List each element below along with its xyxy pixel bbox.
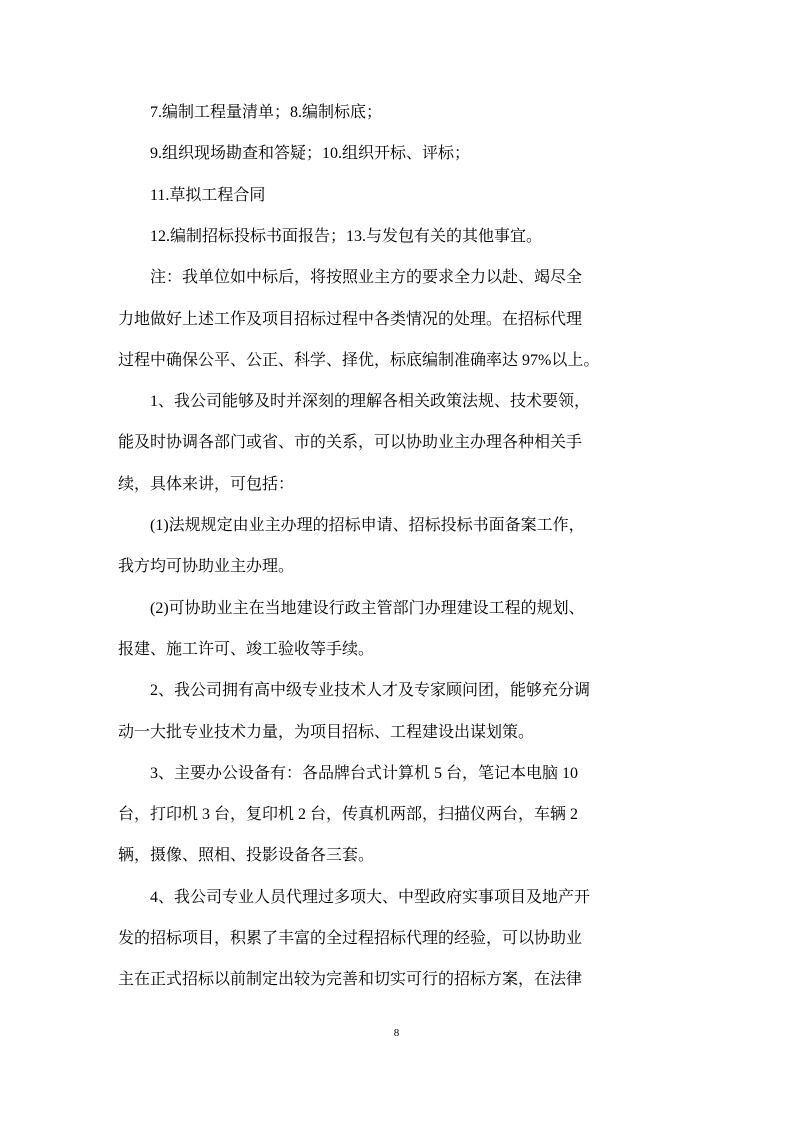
text-line: 主在正式招标以前制定出较为完善和切实可行的招标方案，在法律 — [118, 971, 583, 989]
text-line: 12.编制招标投标书面报告；13.与发包有关的其他事宜。 — [150, 227, 543, 245]
page-number: 8 — [393, 1027, 400, 1039]
text-line: (1)法规规定由业主办理的招标申请、招标投标书面备案工作， — [150, 517, 585, 534]
text-line: 续，具体来讲，可包括： — [118, 475, 295, 493]
text-line: 7.编制工程量清单；8.编制标底； — [150, 104, 383, 121]
text-line: 4、我公司专业人员代理过多项大、中型政府实事项目及地产开 — [150, 888, 591, 906]
text-line: 3、主要办公设备有：各品牌台式计算机 5 台，笔记本电脑 10 — [150, 764, 579, 782]
text-line: (2)可协助业主在当地建设行政主管部门办理建设工程的规划、 — [150, 599, 585, 617]
text-line: 力地做好上述工作及项目招标过程中各类情况的处理。在招标代理 — [118, 310, 583, 328]
text-line: 能及时协调各部门或省、市的关系，可以协助业主办理各种相关手 — [118, 434, 583, 452]
text-line: 我方均可协助业主办理。 — [118, 558, 295, 576]
text-line: 注：我单位如中标后，将按照业主方的要求全力以赴、竭尽全 — [150, 269, 583, 287]
text-line: 动一大批专业技术力量，为项目招标、工程建设出谋划策。 — [118, 723, 535, 741]
text-line: 报建、施工许可、竣工验收等手续。 — [118, 640, 375, 658]
text-line: 11.草拟工程合同 — [150, 186, 266, 204]
text-line: 发的招标项目，积累了丰富的全过程招标代理的经验，可以协助业 — [118, 930, 583, 947]
text-line: 1、我公司能够及时并深刻的理解各相关政策法规、技术要领， — [150, 393, 591, 411]
text-line: 台，打印机 3 台，复印机 2 台，传真机两部，扫描仪两台，车辆 2 — [118, 806, 579, 824]
text-line: 2、我公司拥有高中级专业技术人才及专家顾问团，能够充分调 — [150, 682, 591, 700]
text-line: 9.组织现场勘查和答疑；10.组织开标、评标； — [150, 145, 471, 163]
text-line: 过程中确保公平、公正、科学、择优，标底编制准确率达 97%以上。 — [118, 351, 600, 369]
text-line: 辆，摄像、照相、投影设备各三套。 — [118, 847, 375, 865]
